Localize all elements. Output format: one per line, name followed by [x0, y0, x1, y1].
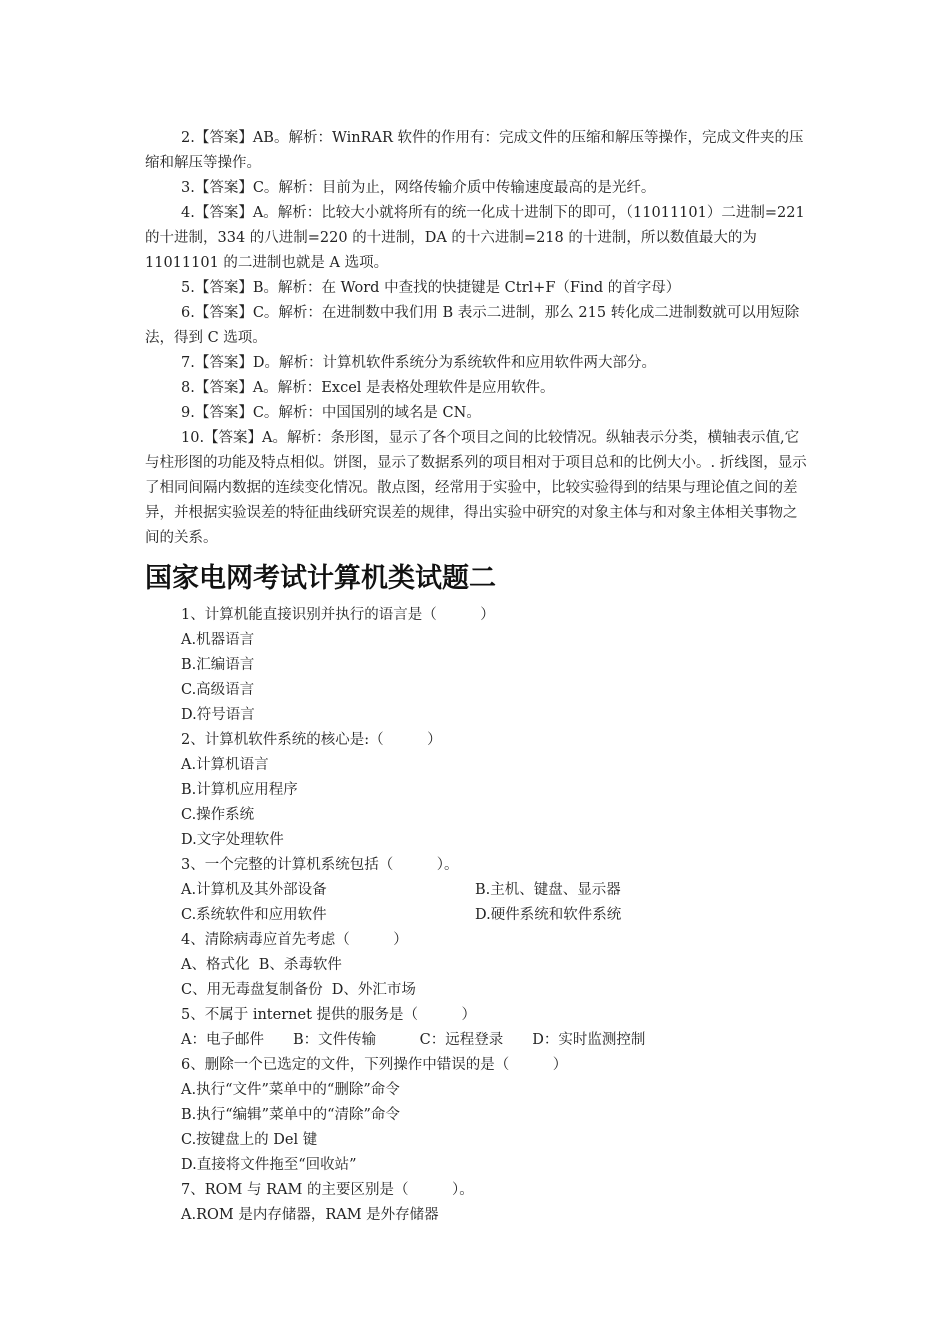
question-6-option-c: C.按键盘上的 Del 键	[181, 1132, 318, 1148]
document-body	[145, 126, 810, 1228]
question-5-options: A：电子邮件 B：文件传输 C：远程登录 D：实时监测控制	[181, 1032, 646, 1048]
question-4-options-line-1: A、格式化 B、杀毒软件	[181, 957, 342, 973]
question-3-stem: 3、一个完整的计算机系统包括（ ）。	[181, 857, 459, 873]
question-4-options-line-2: C、用无毒盘复制备份 D、外汇市场	[181, 982, 416, 998]
question-2-option-b: B.计算机应用程序	[181, 782, 298, 798]
question-1-option-a: A.机器语言	[181, 632, 255, 648]
question-2-option-d: D.文字处理软件	[181, 832, 284, 848]
question-2-option-a: A.计算机语言	[181, 757, 269, 773]
answer-5: 5.【答案】B。解析：在 Word 中查找的快捷键是 Ctrl+F（Find 的首字母）	[181, 280, 681, 296]
question-6-option-a: A.执行“文件”菜单中的“删除”命令	[181, 1082, 400, 1098]
question-3-row-1	[181, 878, 810, 903]
answer-9: 9.【答案】C。解析：中国国别的域名是 CN。	[181, 405, 481, 421]
question-4-stem: 4、清除病毒应首先考虑（ ）	[181, 932, 408, 948]
answer-7: 7.【答案】D。解析：计算机软件系统分为系统软件和应用软件两大部分。	[181, 355, 656, 371]
question-3-option-b: B.主机、键盘、显示器	[475, 882, 621, 898]
question-6-stem: 6、删除一个已选定的文件，下列操作中错误的是（ ）	[181, 1057, 568, 1073]
question-6-option-b: B.执行“编辑”菜单中的“清除”命令	[181, 1107, 400, 1123]
answer-8: 8.【答案】A。解析：Excel 是表格处理软件是应用软件。	[181, 380, 555, 396]
question-5-stem: 5、不属于 internet 提供的服务是（ ）	[181, 1007, 477, 1023]
question-2-option-c: C.操作系统	[181, 807, 255, 823]
answer-10: 10.【答案】A。解析：条形图，显示了各个项目之间的比较情况。纵轴表示分类，横轴表示值,它与柱形图的功能及特点相似。饼图，显示了数据系列的项目相对于项目总和的比例大小。. 折线图，显示了相同间隔内数据的连续变化情况。散点图，经常用于实验中，比较实验得到的结果与理论值之间的差异，并根据实验误差的特征曲线研究误差的规律，得出实验中研究的对象主体与和对象主体相关事物之间的关系。	[145, 430, 807, 546]
question-3-option-d: D.硬件系统和软件系统	[475, 907, 622, 923]
answer-2: 2.【答案】AB。解析：WinRAR 软件的作用有：完成文件的压缩和解压等操作，完成文件夹的压缩和解压等操作。	[145, 130, 804, 171]
answer-4: 4.【答案】A。解析：比较大小就将所有的统一化成十进制下的即可，（11011101）二进制=221 的十进制，334 的八进制=220 的十进制，DA 的十六进制=218 的十进制，所以数值最大的为 11011101 的二进制也就是 A 选项。	[145, 205, 810, 271]
question-1-option-c: C.高级语言	[181, 682, 255, 698]
question-6-option-d: D.直接将文件拖至“回收站”	[181, 1157, 357, 1173]
question-3-row-2	[181, 903, 810, 928]
answer-3: 3.【答案】C。解析：目前为止，网络传输介质中传输速度最高的是光纤。	[181, 180, 656, 196]
answer-6: 6.【答案】C。解析：在进制数中我们用 B 表示二进制，那么 215 转化成二进制数就可以用短除法，得到 C 选项。	[145, 305, 800, 346]
question-1-stem: 1、计算机能直接识别并执行的语言是（ ）	[181, 607, 495, 623]
question-1-option-b: B.汇编语言	[181, 657, 255, 673]
section-title: 国家电网考试计算机类试题二	[145, 563, 496, 594]
question-3-option-c: C.系统软件和应用软件	[181, 907, 327, 923]
question-2-stem: 2、计算机软件系统的核心是:（ ）	[181, 732, 442, 748]
question-7-option-a: A.ROM 是内存储器，RAM 是外存储器	[181, 1207, 439, 1223]
question-1-option-d: D.符号语言	[181, 707, 255, 723]
question-7-stem: 7、ROM 与 RAM 的主要区别是（ ）。	[181, 1182, 474, 1198]
question-3-option-a: A.计算机及其外部设备	[181, 882, 327, 898]
